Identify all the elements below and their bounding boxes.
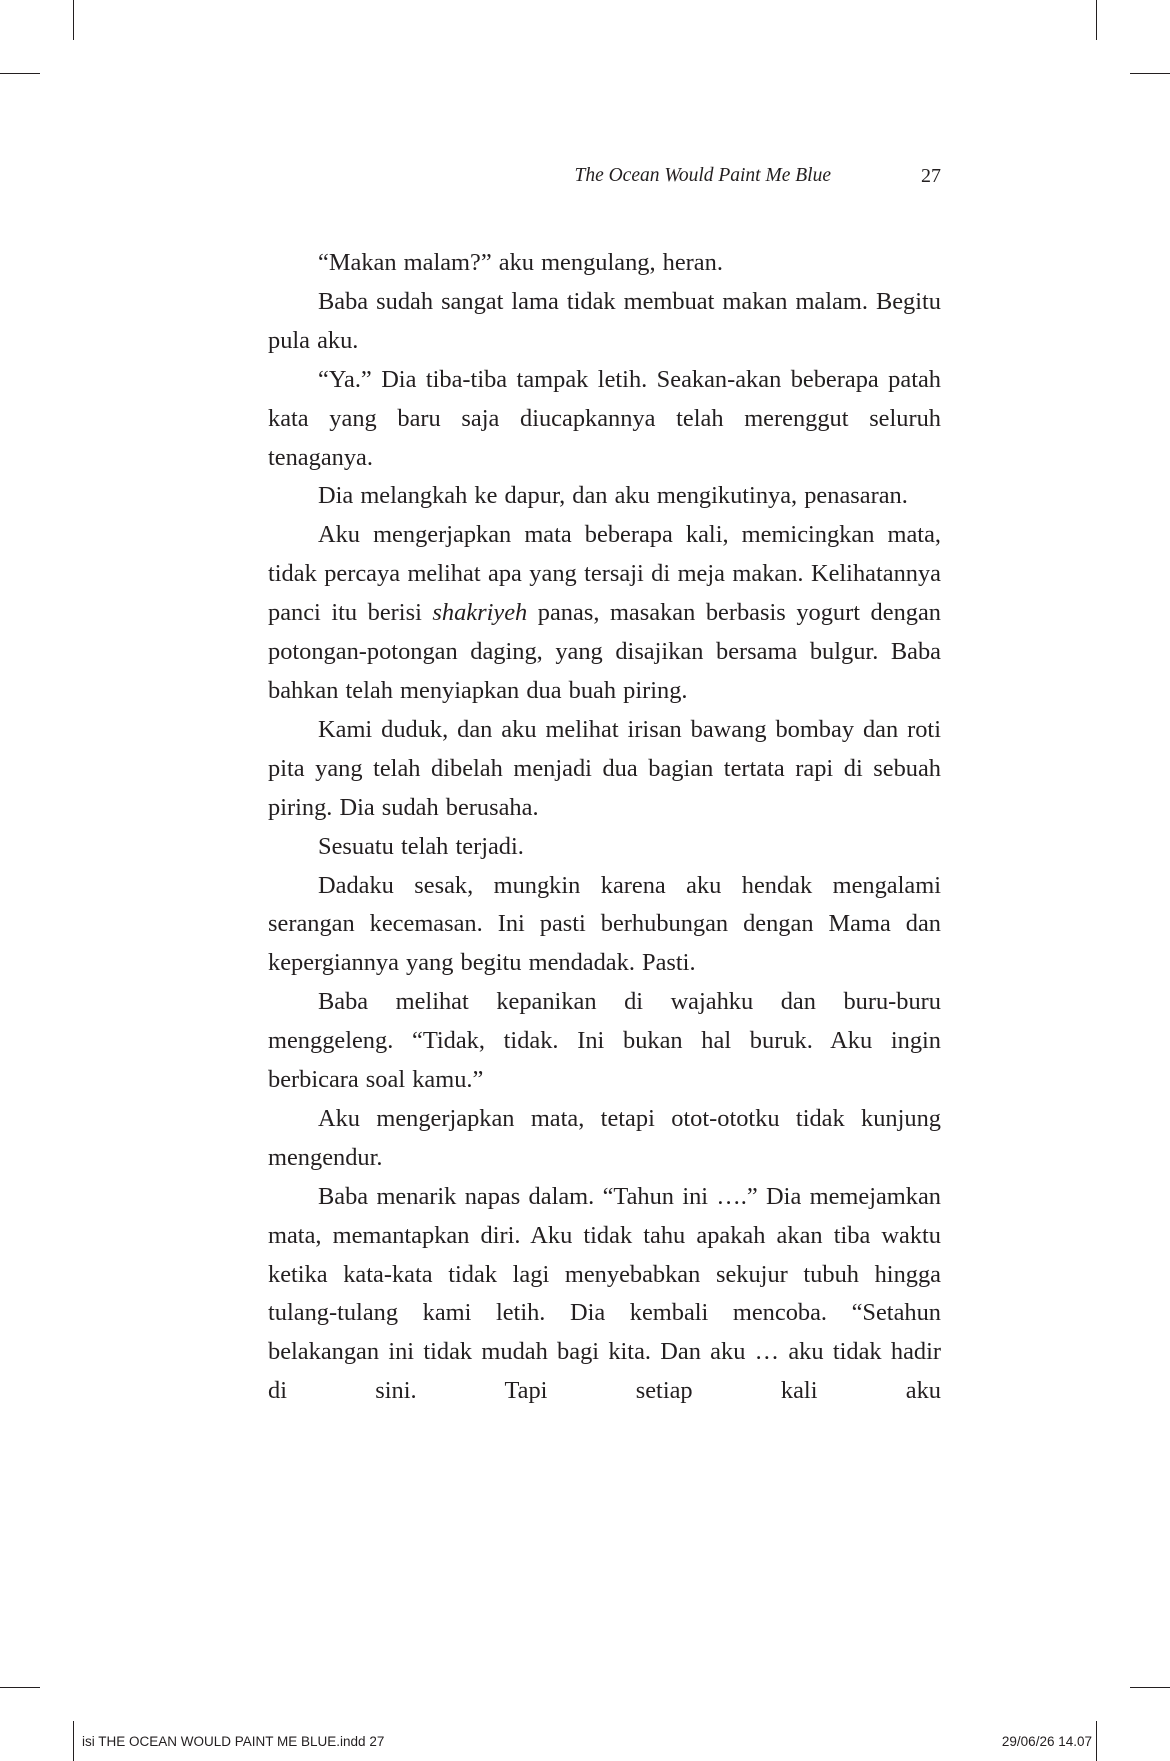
crop-mark-top-right [1096,0,1097,40]
paragraph-text: panas, masakan berbasis yogurt dengan potongan-potongan daging, yang disajikan bersama bulgur. Baba bahkan telah menyiapkan dua buah piring. [268,599,941,704]
running-head-title: The Ocean Would Paint Me Blue [574,165,831,186]
slug-filename: isi THE OCEAN WOULD PAINT ME BLUE.indd 27 [82,1734,385,1749]
running-head [268,163,941,191]
paragraph: Kami duduk, dan aku melihat irisan bawang bombay dan roti pita yang telah dibelah menjadi dua bagian tertata rapi di sebuah piring. Dia sudah berusaha. [268,715,941,821]
paragraph-continued: Baba menarik napas dalam. “Tahun ini ….” Dia memejamkan mata, memantapkan diri. Aku tidak tahu apakah akan tiba waktu ketika kata-kata tidak lagi menyebabkan sekujur tubuh hingga tulang-tulang kami letih. Dia kembali mencoba. “Setahun belakangan ini tidak mudah bagi kita. Dan aku … aku tidak hadir di sini. Tapi setiap kali aku [268,1182,941,1405]
crop-mark-bottom-left [73,1721,74,1761]
body-text [268,244,941,1411]
paragraph: “Makan malam?” aku mengulang, heran. [318,249,723,276]
crop-mark-top-left-horizontal [0,73,40,74]
crop-mark-top-right-horizontal [1130,73,1170,74]
crop-mark-bottom-left-horizontal [0,1687,40,1688]
paragraph: Dadaku sesak, mungkin karena aku hendak mengalami serangan kecemasan. Ini pasti berhubungan dengan Mama dan kepergiannya yang begitu mendadak. Pasti. [268,871,941,977]
italic-dish-name: shakriyeh [432,599,528,627]
paragraph: Baba melihat kepanikan di wajahku dan buru-buru menggeleng. “Tidak, tidak. Ini bukan hal buruk. Aku ingin berbicara soal kamu.” [268,988,941,1094]
paragraph: Aku mengerjapkan mata, tetapi otot-ototku tidak kunjung mengendur. [268,1104,941,1171]
paragraph: Dia melangkah ke dapur, dan aku mengikutinya, penasaran. [318,482,908,510]
crop-mark-bottom-right [1096,1721,1097,1761]
paragraph-text: Aku mengerjapkan mata beberapa kali, memicingkan mata, tidak percaya melihat apa yang tersaji di meja makan. Kelihatannya panci itu berisi [268,521,941,627]
paragraph [268,516,941,711]
paragraph: Sesuatu telah terjadi. [318,832,524,860]
page-number: 27 [921,165,941,187]
paragraph: “Ya.” Dia tiba-tiba tampak letih. Seakan-akan beberapa patah kata yang baru saja diucapkannya telah merenggut seluruh tenaganya. [268,365,941,471]
crop-mark-top-left [73,0,74,40]
slug-timestamp: 29/06/26 14.07 [1001,1734,1092,1749]
paragraph: Baba sudah sangat lama tidak membuat makan malam. Begitu pula aku. [268,287,941,354]
crop-mark-bottom-right-horizontal [1130,1687,1170,1688]
